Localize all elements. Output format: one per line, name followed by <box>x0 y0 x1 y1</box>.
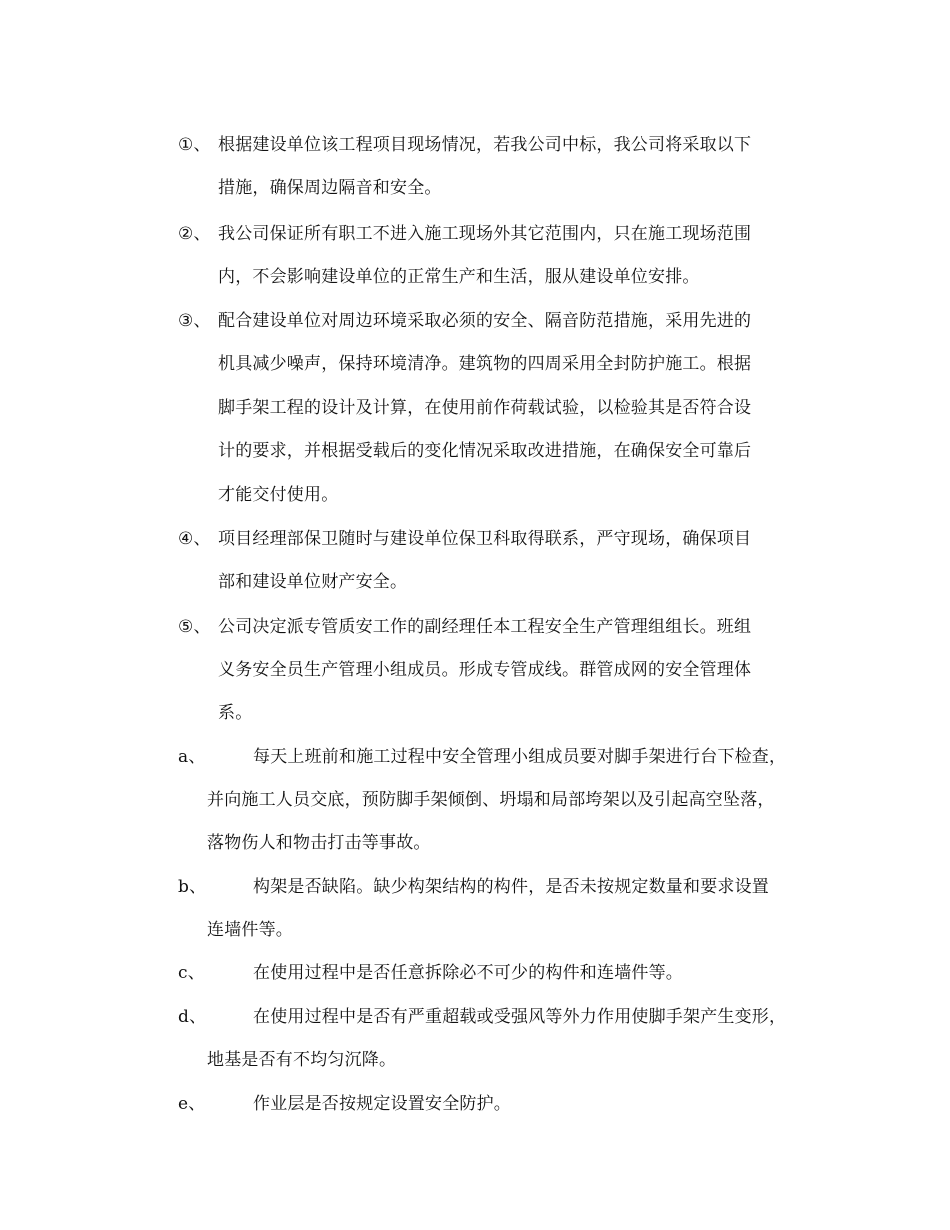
item-marker: ①、 <box>178 135 211 155</box>
item-marker: a、 <box>178 747 206 767</box>
item-text-line: 系。 <box>218 703 253 723</box>
item-text-line: 公司决定派专管质安工作的副经理任本工程安全生产管理组组长。班组 <box>218 617 752 637</box>
item-text-line: 每天上班前和施工过程中安全管理小组成员要对脚手架进行台下检查， <box>253 747 787 767</box>
item-text-line: 部和建设单位财产安全。 <box>218 572 408 592</box>
item-text-line: 并向施工人员交底，预防脚手架倾倒、坍塌和局部垮架以及引起高空坠落， <box>207 790 775 810</box>
item-text-line: 在使用过程中是否任意拆除必不可少的构件和连墙件等。 <box>253 963 683 983</box>
item-text-line: 根据建设单位该工程项目现场情况，若我公司中标，我公司将采取以下 <box>218 135 752 155</box>
item-text-line: 在使用过程中是否有严重超载或受强风等外力作用使脚手架产生变形， <box>253 1007 787 1027</box>
item-marker: ③、 <box>178 311 211 331</box>
item-text-line: 义务安全员生产管理小组成员。形成专管成线。群管成网的安全管理体 <box>218 660 752 680</box>
item-marker: e、 <box>178 1094 206 1114</box>
item-marker: d、 <box>178 1007 207 1027</box>
item-text-line: 构架是否缺陷。缺少构架结构的构件，是否未按规定数量和要求设置 <box>253 877 769 897</box>
item-marker: ②、 <box>178 224 211 244</box>
item-text-line: 作业层是否按规定设置安全防护。 <box>253 1094 511 1114</box>
item-marker: ④、 <box>178 529 211 549</box>
item-marker: b、 <box>178 877 207 897</box>
item-text-line: 机具减少噪声，保持环境清净。建筑物的四周采用全封防护施工。根据 <box>218 354 752 374</box>
item-text-line: 内，不会影响建设单位的正常生产和生活，服从建设单位安排。 <box>218 267 700 287</box>
item-text-line: 措施，确保周边隔音和安全。 <box>218 178 442 198</box>
item-text-line: 我公司保证所有职工不进入施工现场外其它范围内，只在施工现场范围 <box>218 224 752 244</box>
item-text-line: 计的要求，并根据受载后的变化情况采取改进措施，在确保安全可靠后 <box>218 441 752 461</box>
item-marker: c、 <box>178 963 205 983</box>
item-text-line: 落物伤人和物击打击等事故。 <box>207 833 431 853</box>
item-text-line: 连墙件等。 <box>207 920 293 940</box>
item-marker: ⑤、 <box>178 617 211 637</box>
item-text-line: 地基是否有不均匀沉降。 <box>207 1050 397 1070</box>
item-text-line: 脚手架工程的设计及计算，在使用前作荷载试验，以检验其是否符合设 <box>218 398 752 418</box>
item-text-line: 项目经理部保卫随时与建设单位保卫科取得联系，严守现场，确保项目 <box>218 529 752 549</box>
item-text-line: 配合建设单位对周边环境采取必须的安全、隔音防范措施，采用先进的 <box>218 311 752 331</box>
item-text-line: 才能交付使用。 <box>218 485 339 505</box>
